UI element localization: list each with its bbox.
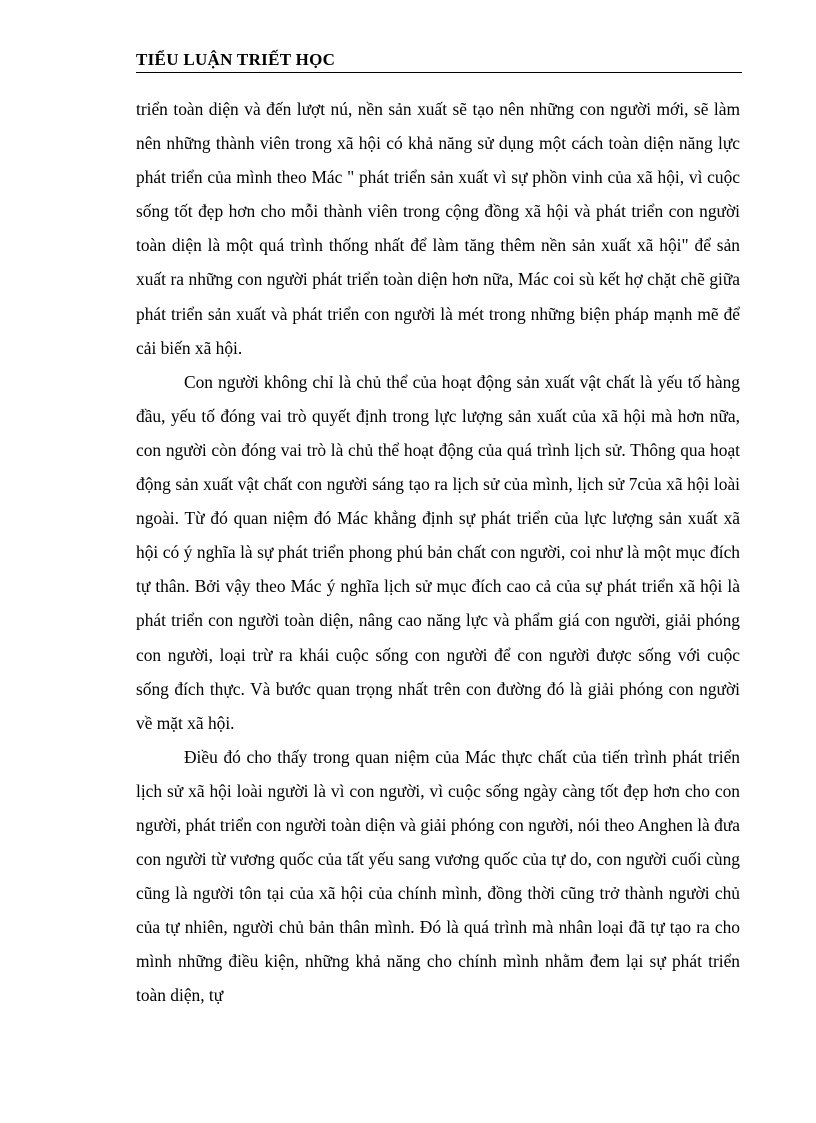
page-header	[136, 50, 742, 73]
paragraph-continuation: triển toàn diện và đến lượt nú, nền sản xuất sẽ tạo nên những con người mới, sẽ làm nên những thành viên trong xã hội có khả năng sử dụng một cách toàn diện năng lực phát triển của mình theo Mác " phát triển sản xuất vì sự phồn vinh của xã hội, vì cuộc sống tốt đẹp hơn cho mỗi thành viên trong cộng đồng xã hội và phát triển con người toàn diện là một quá trình thống nhất để làm tăng thêm nền sản xuất xã hội" để sản xuất ra những con người phát triển toàn diện hơn nữa, Mác coi sù kết hợ chặt chẽ giữa phát triển sản xuất và phát triển con người là mét trong những biện pháp mạnh mẽ để cải biến xã hội.	[136, 99, 740, 358]
header-title: TIỂU LUẬN TRIẾT HỌC	[136, 50, 336, 69]
document-body	[136, 92, 740, 1013]
paragraph: Điều đó cho thấy trong quan niệm của Mác thực chất của tiến trình phát triển lịch sử xã hội loài người là vì con người, vì cuộc sống ngày càng tốt đẹp hơn cho con người, phát triển con người toàn diện và giải phóng con người, nói theo Anghen là đưa con người từ vương quốc của tất yếu sang vương quốc của tự do, con người cuối cùng cũng là người tôn tại của xã hội của chính mình, đồng thời cũng trở thành người chủ của tự nhiên, người chủ bản thân mình. Đó là quá trình mà nhân loại đã tự tạo ra cho mình những điều kiện, những khả năng cho chính mình nhằm đem lại sự phát triển toàn diện, tự	[136, 746, 740, 1006]
paragraph: Con người không chỉ là chủ thể của hoạt động sản xuất vật chất là yếu tố hàng đầu, yếu tố đóng vai trò quyết định trong lực lượng sản xuất của xã hội mà hơn nữa, con người còn đóng vai trò là chủ thể hoạt động của quá trình lịch sử. Thông qua hoạt động sản xuất vật chất con người sáng tạo ra lịch sử của mình, lịch sử 7của xã hội loài ngoài. Từ đó quan niệm đó Mác khẳng định sự phát triển của lực lượng sản xuất xã hội có ý nghĩa là sự phát triển phong phú bản chất con người, coi như là một mục đích tự thân. Bởi vậy theo Mác ý nghĩa lịch sử mục đích cao cả của sự phát triển xã hội là phát triển con người toàn diện, nâng cao năng lực và phẩm giá con người, giải phóng con người, loại trừ ra khái cuộc sống con người để con người được sống với cuộc sống đích thực. Và bước quan trọng nhất trên con đường đó là giải phóng con người về mặt xã hội.	[136, 371, 740, 733]
